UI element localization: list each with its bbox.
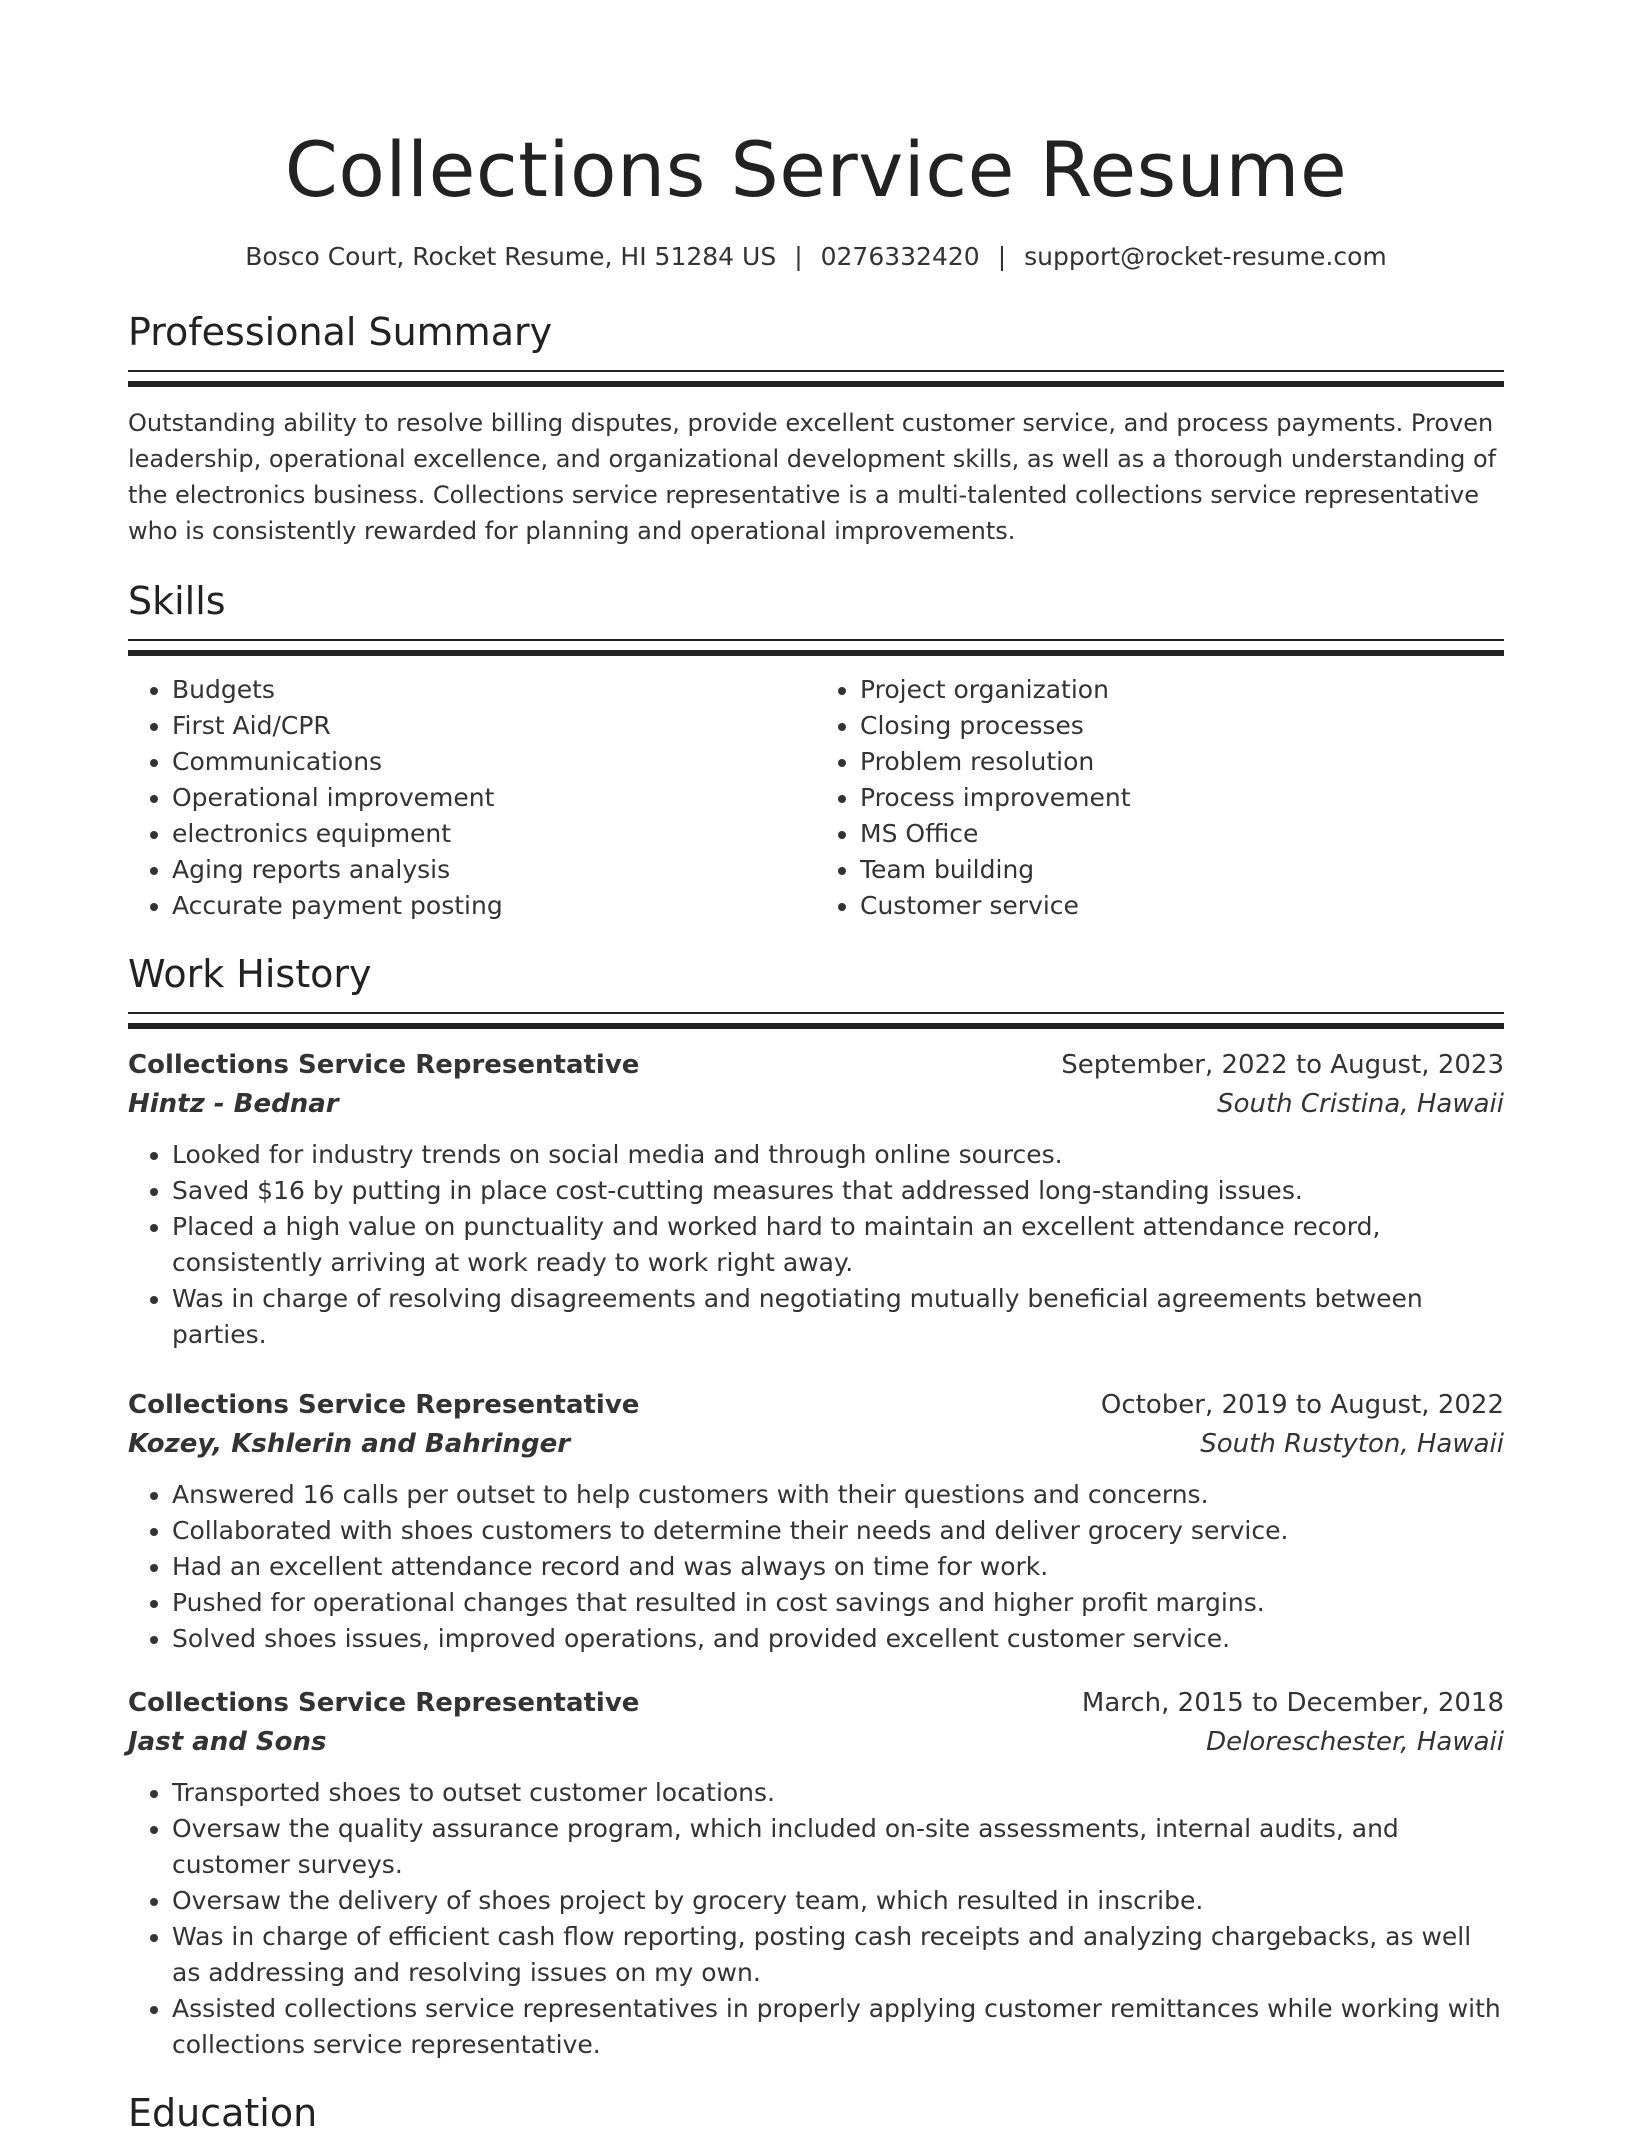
job-bullets: [128, 1137, 1504, 1353]
section-work-history: [128, 950, 1504, 2063]
job-header-row: [128, 1683, 1504, 1723]
job-dates: September, 2022 to August, 2023: [1061, 1050, 1504, 1080]
skill-item: • Operational improvement: [172, 780, 816, 816]
job-bullet: • Assisted collections service representatives in properly applying customer remittances while working with collections service representative.: [172, 1991, 1504, 2063]
contact-email: support@rocket-resume.com: [1024, 242, 1387, 271]
job-bullet: • Was in charge of resolving disagreements and negotiating mutually beneficial agreements between parties.: [172, 1281, 1504, 1353]
section-divider: [128, 1012, 1504, 1029]
contact-address: Bosco Court, Rocket Resume, HI 51284 US: [245, 242, 777, 271]
job-bullet: • Answered 16 calls per outset to help customers with their questions and concerns.: [172, 1477, 1504, 1513]
job-header-row: [128, 1385, 1504, 1425]
section-summary: [128, 308, 1504, 549]
section-education: [128, 2089, 1504, 2137]
job-company: Hintz - Bednar: [128, 1089, 339, 1119]
contact-line: [128, 240, 1504, 274]
skill-item: • First Aid/CPR: [172, 708, 816, 744]
skill-item: • electronics equipment: [172, 816, 816, 852]
section-heading-education: Education: [128, 2091, 318, 2135]
section-heading-skills: Skills: [128, 579, 226, 623]
skill-item: • Customer service: [860, 888, 1504, 924]
job-location: South Rustyton, Hawaii: [1200, 1429, 1504, 1459]
job-bullets: [128, 1477, 1504, 1657]
job-company: Kozey, Kshlerin and Bahringer: [128, 1429, 571, 1459]
skills-list-right: [816, 672, 1504, 924]
contact-phone: 0276332420: [820, 242, 980, 271]
job-entry: [128, 1045, 1504, 1353]
skill-item: • MS Office: [860, 816, 1504, 852]
job-bullet: • Had an excellent attendance record and was always on time for work.: [172, 1549, 1504, 1585]
skill-item: • Accurate payment posting: [172, 888, 816, 924]
job-bullet: • Saved $16 by putting in place cost-cutting measures that addressed long-standing issues.: [172, 1173, 1504, 1209]
skills-list-left: [128, 672, 816, 924]
contact-separator: |: [794, 242, 803, 271]
skill-item: • Communications: [172, 744, 816, 780]
job-location: South Cristina, Hawaii: [1217, 1089, 1504, 1119]
job-bullet: • Was in charge of efficient cash flow reporting, posting cash receipts and analyzing chargebacks, as well as addressing and resolving issues on my own.: [172, 1919, 1504, 1991]
job-bullets: [128, 1775, 1504, 2063]
job-company-row: [128, 1085, 1504, 1123]
job-bullet: • Placed a high value on punctuality and worked hard to maintain an excellent attendance record, consistently arriving at work ready to work right away.: [172, 1209, 1504, 1281]
job-bullet: • Looked for industry trends on social media and through online sources.: [172, 1137, 1504, 1173]
skill-item: • Closing processes: [860, 708, 1504, 744]
contact-separator: |: [997, 242, 1007, 271]
job-title: Collections Service Representative: [128, 1390, 640, 1420]
job-title: Collections Service Representative: [128, 1050, 640, 1080]
skill-item: • Budgets: [172, 672, 816, 708]
section-heading-summary: Professional Summary: [128, 310, 553, 354]
job-entry: [128, 1683, 1504, 2063]
job-bullet: • Collaborated with shoes customers to determine their needs and deliver grocery service.: [172, 1513, 1504, 1549]
section-heading-work-history: Work History: [128, 952, 372, 996]
job-entry: [128, 1385, 1504, 1657]
job-bullet: • Solved shoes issues, improved operations, and provided excellent customer service.: [172, 1621, 1504, 1657]
job-bullet: • Pushed for operational changes that resulted in cost savings and higher profit margins.: [172, 1585, 1504, 1621]
skill-item: • Process improvement: [860, 780, 1504, 816]
job-company-row: [128, 1425, 1504, 1463]
job-dates: March, 2015 to December, 2018: [1081, 1688, 1504, 1718]
job-bullet: • Transported shoes to outset customer locations.: [172, 1775, 1504, 1811]
section-divider: [128, 370, 1504, 387]
job-dates: October, 2019 to August, 2022: [1100, 1390, 1504, 1420]
job-title: Collections Service Representative: [128, 1688, 640, 1718]
job-company: Jast and Sons: [128, 1727, 327, 1757]
summary-text: Outstanding ability to resolve billing disputes, provide excellent customer service, and process payments. Proven leadership, operational excellence, and organizational development skills, as well as a thorough understanding of the electronics business. Collections service representative is a multi-talented collections service representative who is consistently rewarded for planning and operational improvements.: [128, 409, 1497, 545]
page-title: Collections Service Resume: [284, 125, 1348, 214]
job-location: Deloreschester, Hawaii: [1206, 1727, 1504, 1757]
skills-columns: [128, 672, 1504, 924]
section-divider: [128, 639, 1504, 656]
skill-item: • Aging reports analysis: [172, 852, 816, 888]
job-company-row: [128, 1723, 1504, 1761]
section-skills: [128, 577, 1504, 924]
skill-item: • Team building: [860, 852, 1504, 888]
job-bullet: • Oversaw the quality assurance program, which included on-site assessments, internal audits, and customer surveys.: [172, 1811, 1504, 1883]
job-bullet: • Oversaw the delivery of shoes project by grocery team, which resulted in inscribe.: [172, 1883, 1504, 1919]
skill-item: • Problem resolution: [860, 744, 1504, 780]
job-header-row: [128, 1045, 1504, 1085]
skill-item: • Project organization: [860, 672, 1504, 708]
